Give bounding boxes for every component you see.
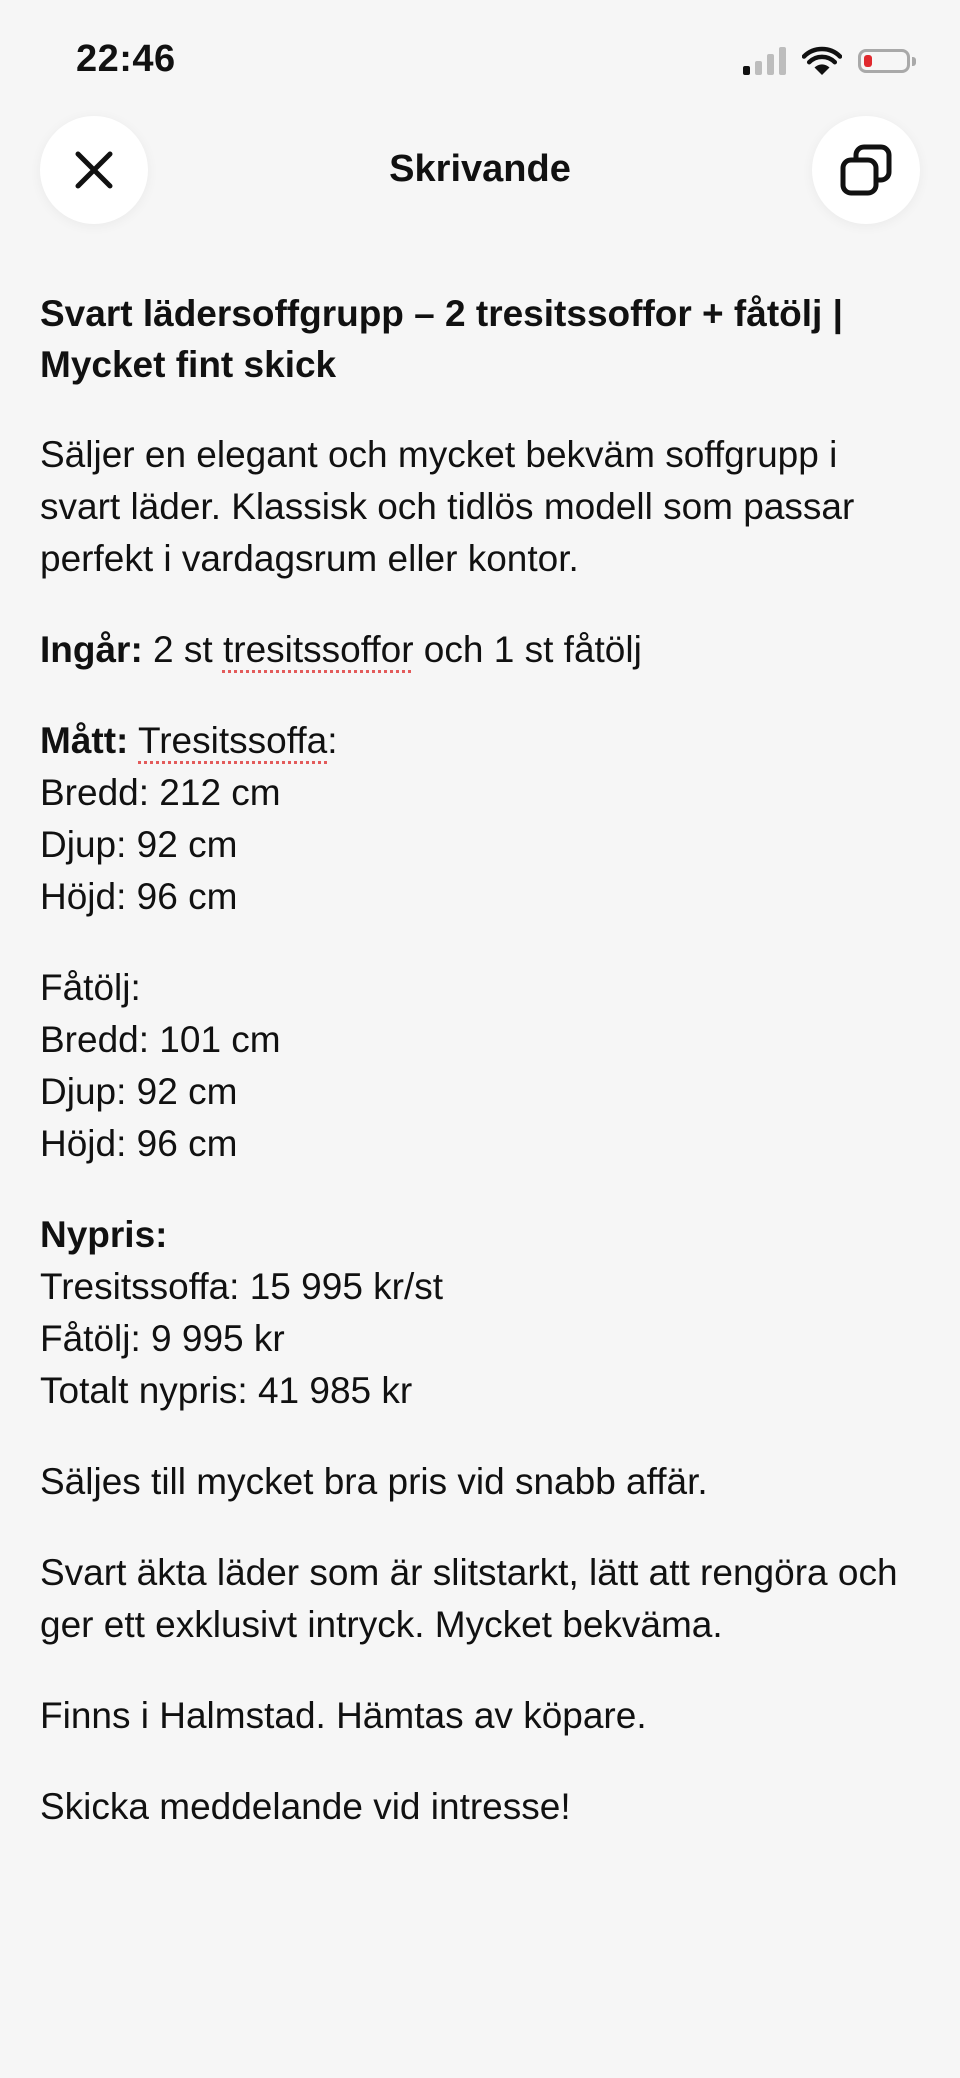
new-price-paragraph (40, 1209, 920, 1417)
sofa-width: Bredd: 212 cm (40, 772, 281, 813)
dimensions-label: Mått: (40, 720, 129, 761)
armchair-depth: Djup: 92 cm (40, 1071, 238, 1112)
armchair-height: Höjd: 96 cm (40, 1123, 238, 1164)
total-new-price: Totalt nypris: 41 985 kr (40, 1370, 413, 1411)
copy-icon (838, 142, 894, 198)
armchair-width: Bredd: 101 cm (40, 1019, 281, 1060)
sofa-heading-colon: : (327, 720, 338, 761)
intro-paragraph: Säljer en elegant och mycket bekväm soffgrupp i svart läder. Klassisk och tidlös modell som passar perfekt i vardagsrum eller kontor. (40, 434, 855, 579)
material-paragraph: Svart äkta läder som är slitstarkt, lätt att rengöra och ger ett exklusivt intryck. Mycket bekväma. (40, 1552, 898, 1645)
sale-note-paragraph: Säljes till mycket bra pris vid snabb affär. (40, 1461, 708, 1502)
spellcheck-flagged-word[interactable]: Tresitssoffa (138, 720, 328, 761)
cellular-signal-icon (743, 47, 786, 75)
nav-bar (0, 110, 960, 230)
page-title: Skrivande (389, 148, 571, 190)
armchair-heading: Fåtölj: (40, 967, 141, 1008)
included-text-before: 2 st (142, 629, 223, 670)
wifi-icon (802, 46, 842, 76)
sofa-new-price: Tresitssoffa: 15 995 kr/st (40, 1266, 444, 1307)
copy-button[interactable] (812, 116, 920, 224)
status-bar (0, 0, 960, 120)
included-paragraph (40, 624, 920, 676)
sofa-height: Höjd: 96 cm (40, 876, 238, 917)
battery-low-icon (858, 49, 916, 73)
armchair-new-price: Fåtölj: 9 995 kr (40, 1318, 285, 1359)
dimensions-paragraph (40, 715, 920, 923)
listing-text[interactable] (40, 288, 920, 1872)
status-icons (743, 44, 916, 78)
included-label: Ingår: (40, 629, 143, 670)
listing-headline: Svart lädersoffgrupp – 2 tresitssoffor + fåtölj | Mycket fint skick (40, 293, 843, 385)
status-time: 22:46 (76, 38, 176, 80)
sofa-depth: Djup: 92 cm (40, 824, 238, 865)
contact-paragraph: Skicka meddelande vid intresse! (40, 1786, 571, 1827)
armchair-paragraph (40, 962, 920, 1170)
spellcheck-flagged-word[interactable]: tresitssoffor (222, 629, 414, 670)
new-price-label: Nypris: (40, 1214, 168, 1255)
included-text-after: och 1 st fåtölj (413, 629, 642, 670)
location-paragraph: Finns i Halmstad. Hämtas av köpare. (40, 1695, 647, 1736)
